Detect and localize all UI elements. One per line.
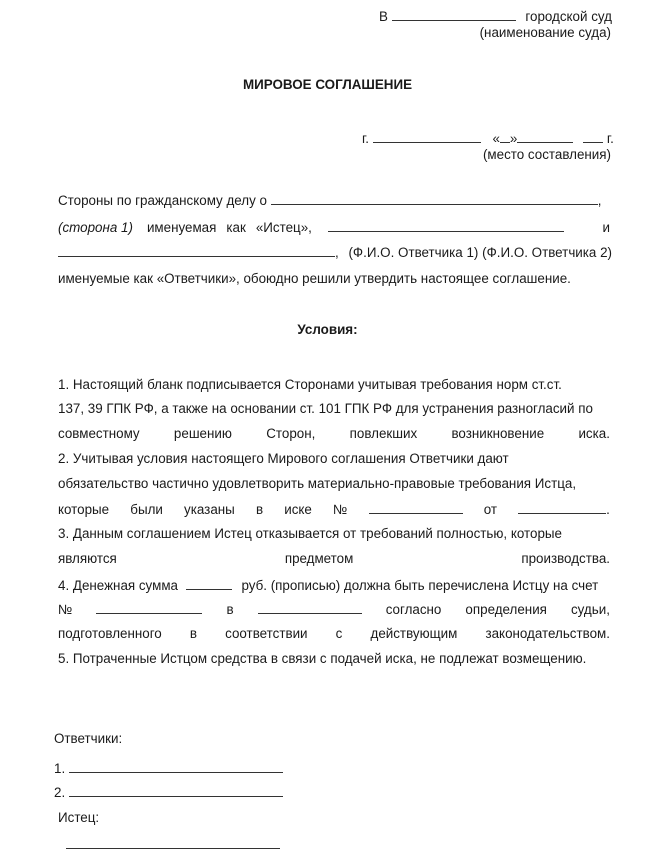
defendants-name-field[interactable]: [58, 244, 335, 257]
clause-3-line-1: 3. Данным соглашением Истец отказывается от требований полностью, которые: [58, 526, 562, 541]
conditions-title: Условия:: [297, 322, 358, 337]
day-field[interactable]: [500, 130, 510, 143]
year-field[interactable]: [583, 130, 603, 143]
defendant-1-signature: 1.: [54, 760, 283, 777]
defendant-2-signature: 2.: [54, 784, 283, 801]
clause-2-line-2: обязательство частично удовлетворить материально-правовые требования Истца,: [58, 476, 577, 491]
parties-line-3: , (Ф.И.О. Ответчика 1) (Ф.И.О. Ответчика 2): [58, 244, 612, 261]
city-field[interactable]: [373, 130, 481, 143]
clause-2-line-1: 2. Учитывая условия настоящего Мирового соглашения Ответчики дают: [58, 451, 509, 466]
clause-2-line-3: которые были указаны в иске № от .: [58, 502, 610, 517]
account-number-field[interactable]: [96, 601, 202, 614]
parties-line-2: (сторона 1) именуемая как «Истец», и: [58, 220, 610, 235]
defendant-2-signature-field[interactable]: [69, 784, 283, 797]
page-title: МИРОВОЕ СОГЛАШЕНИЕ: [242, 77, 413, 92]
claim-date-field[interactable]: [518, 501, 606, 514]
claim-number-field[interactable]: [369, 501, 463, 514]
clause-1-line-3: совместному решению Сторон, повлекших возникновение иска.: [58, 426, 610, 441]
place-hint: (место составления): [482, 147, 611, 162]
case-subject-field[interactable]: [271, 192, 598, 205]
parties-line-4: именуемые как «Ответчики», обоюдно решили утвердить настоящее соглашение.: [58, 271, 571, 286]
clause-4-line-3: подготовленного в соответствии с действующим законодательством.: [58, 626, 610, 641]
clause-1-line-2: 137, 39 ГПК РФ, а также на основании ст. 101 ГПК РФ для устранения разногласий по: [58, 401, 593, 416]
clause-1-line-1: 1. Настоящий бланк подписывается Сторонами учитывая требования норм ст.ст.: [58, 377, 562, 392]
bank-name-field[interactable]: [258, 601, 362, 614]
plaintiff-label: Истец:: [58, 810, 100, 825]
defendant-1-signature-field[interactable]: [69, 760, 283, 773]
clause-3-line-2: являются предметом производства.: [58, 551, 610, 566]
clause-4-line-2: № в согласно определения судьи,: [58, 602, 610, 617]
clause-4-line-1: 4. Денежная сумма руб. (прописью) должна быть перечислена Истцу на счет: [58, 578, 599, 593]
month-field[interactable]: [517, 130, 573, 143]
amount-field[interactable]: [186, 577, 232, 590]
plaintiff-signature: [66, 836, 280, 853]
court-line: В городской суд: [379, 9, 612, 24]
defendants-label: Ответчики:: [54, 731, 123, 746]
court-name-field[interactable]: [392, 8, 516, 21]
plaintiff-name-field[interactable]: [328, 219, 564, 232]
parties-line-1: Стороны по гражданскому делу о ,: [58, 193, 602, 208]
clause-5: 5. Потраченные Истцом средства в связи с подачей иска, не подлежат возмещению.: [58, 651, 587, 666]
court-hint: (наименование суда): [479, 25, 611, 40]
plaintiff-signature-field[interactable]: [66, 836, 280, 849]
place-date-line: г. « » г.: [362, 131, 614, 146]
